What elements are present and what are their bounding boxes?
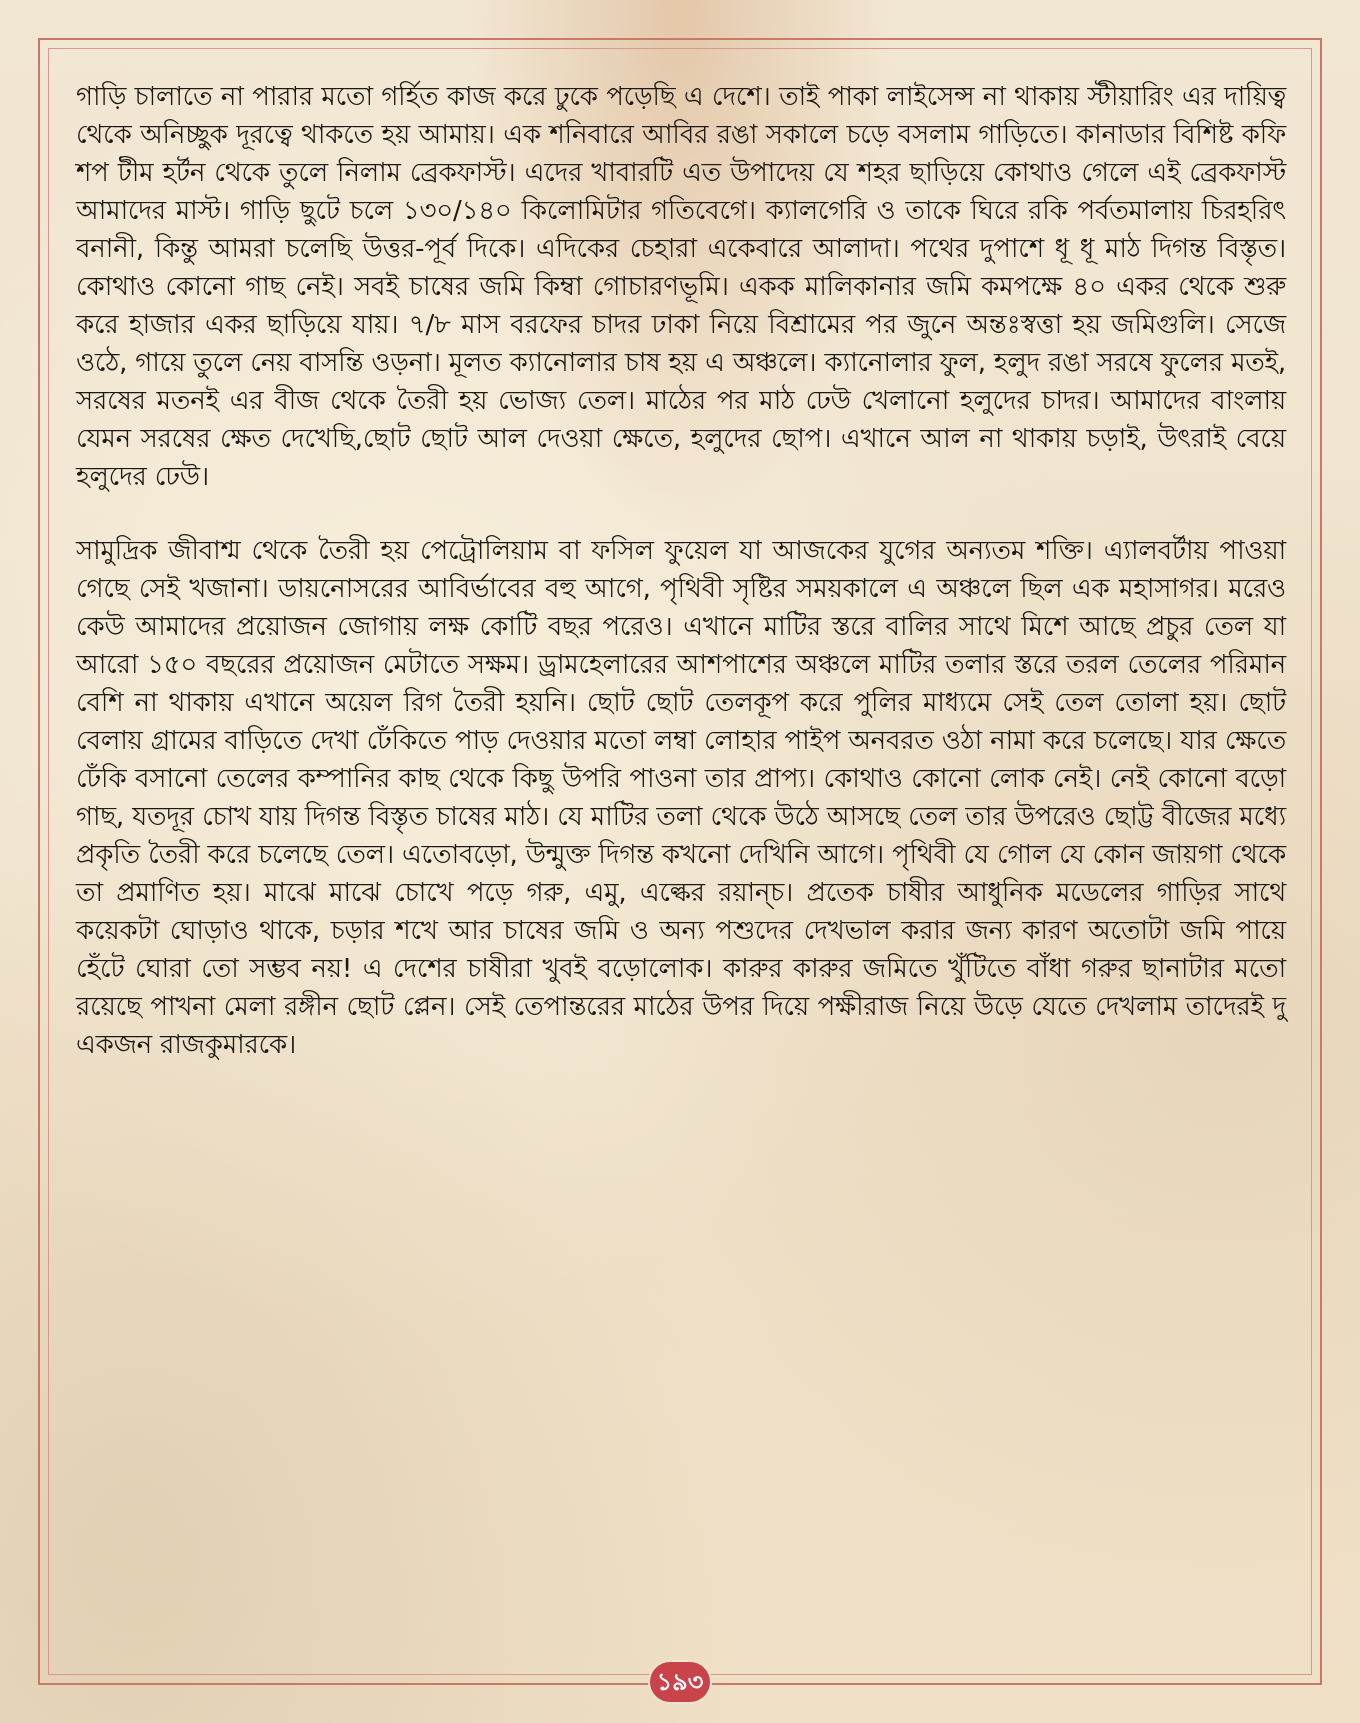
paragraph-2: সামুদ্রিক জীবাশ্ম থেকে তৈরী হয় পেট্রোলিয়াম বা ফসিল ফুয়েল যা আজকের যুগের অন্যতম শক্তি। এ্যালবর্টায় পাওয়া গেছে সেই খজানা। ডায়নোসরের আবির্ভাবের বহু আগে, পৃথিবী সৃষ্টির সময়কালে এ অঞ্চলে ছিল এক মহাসাগর। মরেও কেউ আমাদের প্রয়োজন জোগায় লক্ষ কোটি বছর পরেও। এখানে মাটির স্তরে বালির সাথে মিশে আছে প্রচুর তেল যা আরো ১৫০ বছরের প্রয়োজন মেটাতে সক্ষম। ড্রামহেলারের আশপাশের অঞ্চলে মাটির তলার স্তরে তরল তেলের পরিমান বেশি না থাকায় এখানে অয়েল রিগ তৈরী হয়নি। ছোট ছোট তেলকূপ করে পুলির মাধ্যমে সেই তেল তোলা হয়। ছোট বেলায় গ্রামের বাড়িতে দেখা ঢেঁকিতে পাড় দেওয়ার মতো লম্বা লোহার পাইপ অনবরত ওঠা নামা করে চলেছে। যার ক্ষেতে ঢেঁকি বসানো তেলের কম্পানির কাছ থেকে কিছু উপরি পাওনা তার প্রাপ্য। কোথাও কোনো লোক নেই। নেই কোনো বড়ো গাছ, যতদূর চোখ যায় দিগন্ত বিস্তৃত চাষের মাঠ। যে মাটির তলা থেকে উঠে আসছে তেল তার উপরেও ছোট্ট বীজের মধ্যে প্রকৃতি তৈরী করে চলেছে তেল। এতোবড়ো, উন্মুক্ত দিগন্ত কখনো দেখিনি আগে। পৃথিবী যে গোল যে কোন জায়গা থেকে তা প্রমাণিত হয়। মাঝে মাঝে চোখে পড়ে গরু, এমু, এল্কের রয়ান্চ। প্রতেক চাষীর আধুনিক মডেলের গাড়ির সাথে কয়েকটা ঘোড়াও থাকে, চড়ার শখে আর চাষের জমি ও অন্য পশুদের দেখভাল করার জন্য কারণ অতোটা জমি পায়ে হেঁটে ঘোরা তো সম্ভব নয়! এ দেশের চাষীরা খুবই বড়োলোক। কারুর কারুর জমিতে খুঁটিতে বাঁধা গরুর ছানাটার মতো রয়েছে পাখনা মেলা রঙ্গীন ছোট প্লেন। সেই তেপান্তরের মাঠের উপর দিয়ে পক্ষীরাজ নিয়ে উড়ে যেতে দেখলাম তাদেরই দু একজন রাজকুমারকে। <box>76 536 1286 1060</box>
page-number-badge: ১৯৩ <box>650 1662 710 1702</box>
paragraph-1: গাড়ি চালাতে না পারার মতো গর্হিত কাজ করে ঢুকে পড়েছি এ দেশে। তাই পাকা লাইসেন্স না থাকায় স্টীয়ারিং এর দায়িত্ব থেকে অনিচ্ছুক দূরত্বে থাকতে হয় আমায়। এক শনিবারে আবির রঙা সকালে চড়ে বসলাম গাড়িতে। কানাডার বিশিষ্ট কফি শপ টীম হর্টন থেকে তুলে নিলাম ব্রেকফাস্ট। এদের খাবারটি এত উপাদেয় যে শহর ছাড়িয়ে কোথাও গেলে এই ব্রেকফাস্ট আমাদের মাস্ট। গাড়ি ছুটে চলে ১৩০/১৪০ কিলোমিটার গতিবেগে। ক্যালগেরি ও তাকে ঘিরে রকি পর্বতমালায় চিরহরিৎ বনানী, কিন্তু আমরা চলেছি উত্তর-পূর্ব দিকে। এদিকের চেহারা একেবারে আলাদা। পথের দুপাশে ধূ ধূ মাঠ দিগন্ত বিস্তৃত। কোথাও কোনো গাছ নেই। সবই চাষের জমি কিম্বা গোচারণভূমি। একক মালিকানার জমি কমপক্ষে ৪০ একর থেকে শুরু করে হাজার একর ছাড়িয়ে যায়। ৭/৮ মাস বরফের চাদর ঢাকা নিয়ে বিশ্রামের পর জুনে অন্তঃস্বত্তা হয় জমিগুলি। সেজে ওঠে, গায়ে তুলে নেয় বাসন্তি ওড়না। মূলত ক্যানোলার চাষ হয় এ অঞ্চলে। ক্যানোলার ফুল, হলুদ রঙা সরষে ফুলের মতই, সরষের মতনই এর বীজ থেকে তৈরী হয় ভোজ্য তেল। মাঠের পর মাঠ ঢেউ খেলানো হলুদের চাদর। আমাদের বাংলায় যেমন সরষের ক্ষেত দেখেছি,ছোট ছোট আল দেওয়া ক্ষেতে, হলুদের ছোপ। এখানে আল না থাকায় চড়াই, উৎরাই বেয়ে হলুদের ঢেউ। <box>76 82 1286 492</box>
page-body <box>76 78 1286 1064</box>
